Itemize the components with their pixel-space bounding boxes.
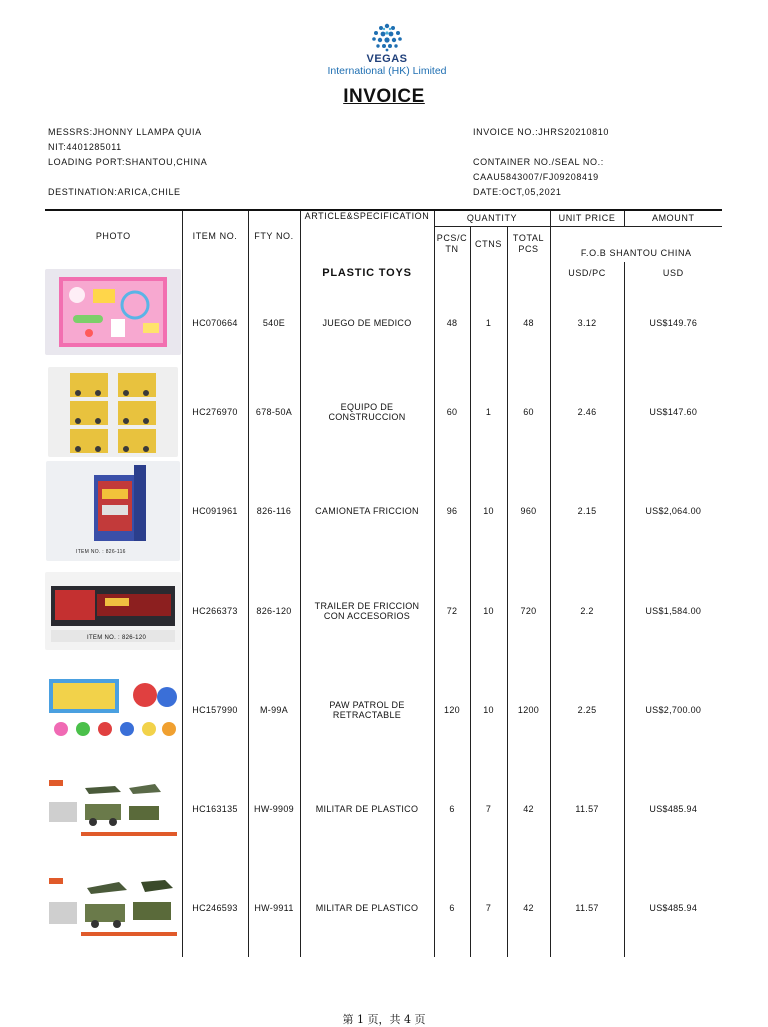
table-row [45, 561, 722, 660]
fty-no: HW-9911 [248, 858, 300, 957]
ctns: 1 [470, 284, 507, 362]
col-header-photo: PHOTO [45, 210, 182, 262]
nit-field: NIT:4401285011 [48, 142, 122, 152]
table-row [45, 461, 722, 561]
ctns: 10 [470, 461, 507, 561]
ctns: 7 [470, 759, 507, 858]
photo-caption: ITEM NO. : 826-120 [87, 634, 147, 641]
invoice-no-field: INVOICE NO.:JHRS20210810 [473, 127, 609, 137]
col-header-quantity: QUANTITY [434, 210, 550, 226]
ctns: 1 [470, 362, 507, 461]
article: MILITAR DE PLASTICO [300, 858, 434, 957]
ctns: 10 [470, 561, 507, 660]
photo-cell [45, 362, 182, 461]
table-row [45, 759, 722, 858]
product-photo-construction-set [48, 367, 178, 457]
pcs-ctn: 72 [434, 561, 470, 660]
globe-dots-icon [370, 22, 404, 52]
destination-field: DESTINATION:ARICA,CHILE [48, 187, 181, 197]
total-pcs: 42 [507, 858, 550, 957]
fty-no: M-99A [248, 660, 300, 759]
page-number: 第 1 页，共 4 页 [342, 1013, 426, 1026]
pcs-ctn-line1: PCS/C [436, 233, 468, 244]
amount: US$485.94 [624, 858, 722, 957]
pcs-ctn-line2: TN [445, 244, 459, 255]
company-name: VEGAS [366, 53, 408, 65]
total-pcs: 960 [507, 461, 550, 561]
product-photo-doctor-kit [45, 269, 181, 355]
total-pcs: 60 [507, 362, 550, 461]
amount: US$147.60 [624, 362, 722, 461]
ctns: 7 [470, 858, 507, 957]
photo-cell [45, 660, 182, 759]
pcs-ctn: 60 [434, 362, 470, 461]
pcs-ctn: 120 [434, 660, 470, 759]
total-pcs-line2: PCS [518, 244, 539, 255]
item-no: HC091961 [182, 461, 248, 561]
product-photo-military-set-1 [45, 774, 181, 844]
total-pcs: 48 [507, 284, 550, 362]
photo-cell [45, 561, 182, 660]
photo-cell [45, 858, 182, 957]
col-header-unit-price: UNIT PRICE [550, 210, 624, 226]
fty-no: HW-9909 [248, 759, 300, 858]
article: MILITAR DE PLASTICO [300, 759, 434, 858]
ctns: 10 [470, 660, 507, 759]
unit-price: 2.2 [550, 561, 624, 660]
amount: US$1,584.00 [624, 561, 722, 660]
amount: US$485.94 [624, 759, 722, 858]
photo-cell [45, 262, 182, 362]
unit-price: 11.57 [550, 858, 624, 957]
article: TRAILER DE FRICCION CON ACCESORIOS [300, 561, 434, 660]
article: PAW PATROL DE RETRACTABLE [300, 660, 434, 759]
item-no: HC157990 [182, 660, 248, 759]
col-header-amount: AMOUNT [624, 210, 722, 226]
amount: US$149.76 [624, 284, 722, 362]
table-row [45, 858, 722, 957]
container-value: CAAU5843007/FJ09208419 [473, 172, 599, 182]
unit-price: 2.46 [550, 362, 624, 461]
invoice-table [45, 209, 722, 957]
unit-price: 2.15 [550, 461, 624, 561]
invoice-title: INVOICE [343, 86, 425, 107]
article: CAMIONETA FRICCION [300, 461, 434, 561]
company-logo [322, 22, 452, 77]
date-field: DATE:OCT,05,2021 [473, 187, 562, 197]
unit-price: 11.57 [550, 759, 624, 858]
pcs-ctn: 96 [434, 461, 470, 561]
photo-cell [45, 759, 182, 858]
fty-no: 678-50A [248, 362, 300, 461]
item-no: HC163135 [182, 759, 248, 858]
unit-price: 3.12 [550, 284, 624, 362]
pcs-ctn: 48 [434, 284, 470, 362]
amount: US$2,700.00 [624, 660, 722, 759]
container-label: CONTAINER NO./SEAL NO.: [473, 157, 604, 167]
article: EQUIPO DE CONSTRUCCION [300, 362, 434, 461]
col-header-total-pcs [507, 226, 550, 262]
col-header-fty-no: FTY NO. [248, 210, 300, 262]
col-header-ctns: CTNS [470, 226, 507, 262]
item-no: HC276970 [182, 362, 248, 461]
item-no: HC246593 [182, 858, 248, 957]
section-title: PLASTIC TOYS [300, 262, 434, 284]
unit-price: 2.25 [550, 660, 624, 759]
col-header-article: ARTICLE&SPECIFICATION [300, 210, 434, 226]
item-no: HC266373 [182, 561, 248, 660]
photo-cell [45, 461, 182, 561]
pcs-ctn: 6 [434, 858, 470, 957]
col-header-item-no: ITEM NO. [182, 210, 248, 262]
fob-label: F.O.B SHANTOU CHINA [550, 226, 722, 262]
product-photo-trailer [45, 572, 181, 650]
loading-port-field: LOADING PORT:SHANTOU,CHINA [48, 157, 208, 167]
company-subtitle: International (HK) Limited [327, 65, 447, 77]
article: JUEGO DE MEDICO [300, 284, 434, 362]
total-pcs: 720 [507, 561, 550, 660]
table-row [45, 362, 722, 461]
photo-caption: ITEM NO. : 826-116 [76, 549, 127, 555]
total-pcs-line1: TOTAL [512, 233, 545, 244]
table-row [45, 660, 722, 759]
fty-no: 826-120 [248, 561, 300, 660]
product-photo-friction-truck [46, 461, 180, 561]
item-no: HC070664 [182, 284, 248, 362]
amount-currency: USD [624, 262, 722, 284]
product-photo-military-set-2 [45, 872, 181, 944]
fty-no: 540E [248, 284, 300, 362]
fty-no: 826-116 [248, 461, 300, 561]
pcs-ctn: 6 [434, 759, 470, 858]
col-header-pcs-ctn [434, 226, 470, 262]
total-pcs: 1200 [507, 660, 550, 759]
product-photo-paw-patrol [45, 675, 181, 745]
total-pcs: 42 [507, 759, 550, 858]
unit-price-currency: USD/PC [550, 262, 624, 284]
amount: US$2,064.00 [624, 461, 722, 561]
messrs-field: MESSRS:JHONNY LLAMPA QUIA [48, 127, 202, 137]
